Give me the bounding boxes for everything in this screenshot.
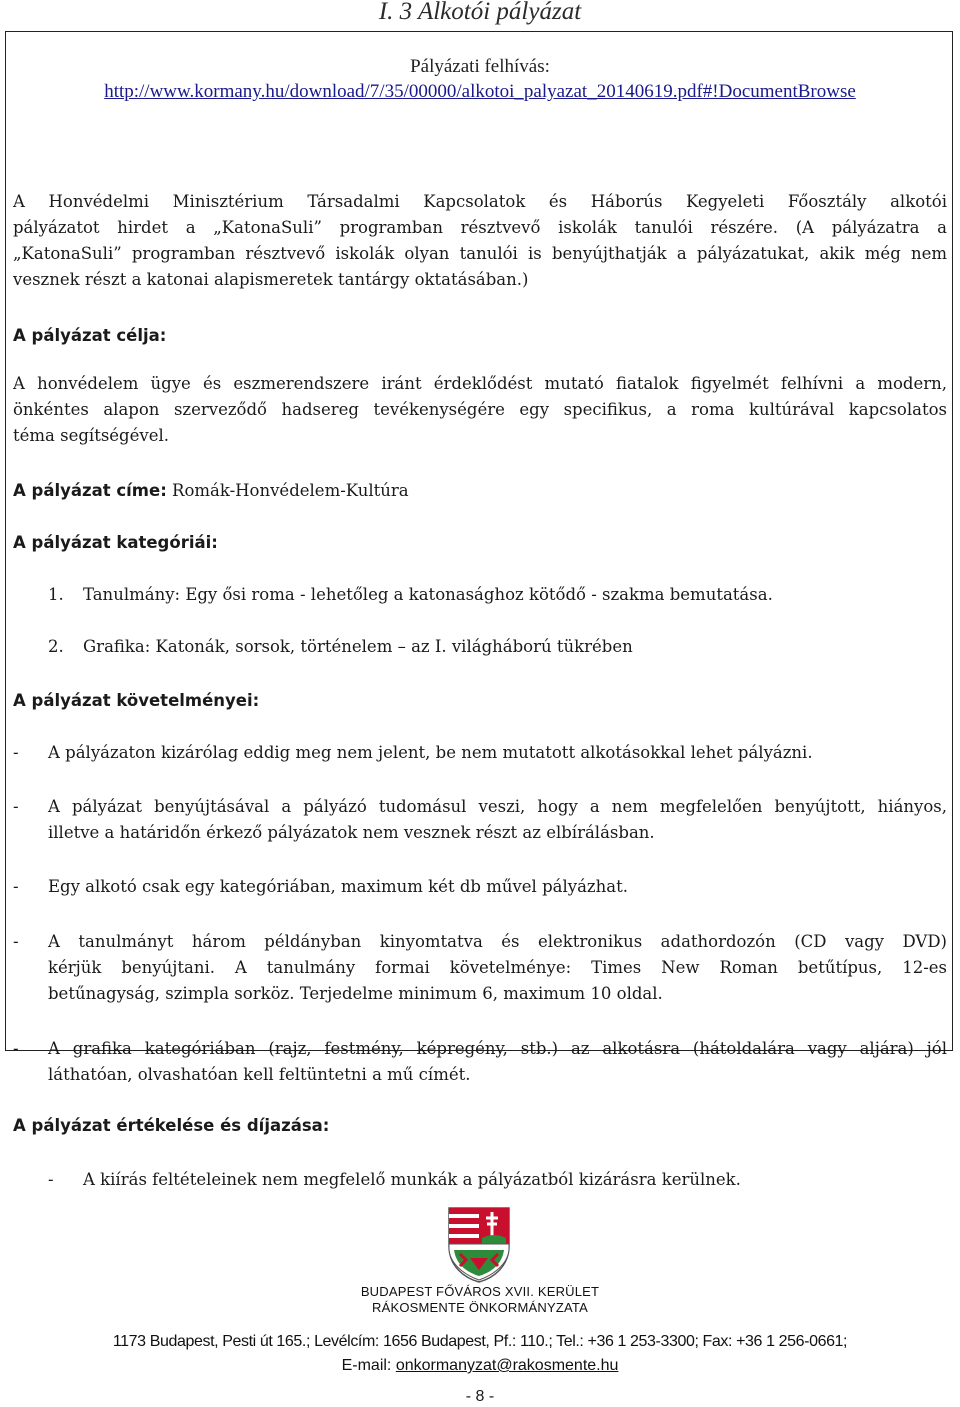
evaluation-dash: - bbox=[48, 1170, 54, 1189]
intro-line-2: pályázatot hirdet a „KatonaSuli” programban résztvevő iskolák tanulói részére. (A pályázatra a bbox=[13, 218, 947, 237]
category-number-2: 2. bbox=[48, 637, 64, 656]
intro-line-1: A Honvédelmi Minisztérium Társadalmi Kapcsolatok és Háborús Kegyeleti Főosztály alkotói bbox=[13, 192, 947, 211]
page-number: - 8 - bbox=[465, 1388, 495, 1405]
requirement-dash: - bbox=[13, 797, 19, 816]
requirement-dash: - bbox=[13, 877, 19, 896]
call-link[interactable]: http://www.kormany.hu/download/7/35/00000/alkotoi_palyazat_20140619.pdf#!DocumentBrowse bbox=[104, 81, 856, 102]
category-item-2: Grafika: Katonák, sorsok, történelem – az I. világháború tükrében bbox=[83, 637, 633, 656]
requirement-dash: - bbox=[13, 932, 19, 951]
title-section bbox=[13, 478, 947, 504]
email-label: E-mail: bbox=[341, 1357, 396, 1374]
requirement-dash: - bbox=[13, 1039, 19, 1058]
title-value: Romák-Honvédelem-Kultúra bbox=[166, 481, 409, 500]
goal-heading: A pályázat célja: bbox=[13, 326, 167, 345]
goal-line-1: A honvédelem ügye és eszmerendszere iránt érdeklődést mutató fiatalok figyelmét felhívni a modern, bbox=[13, 374, 947, 393]
page-title: I. 3 Alkotói pályázat bbox=[378, 0, 582, 25]
evaluation-heading: A pályázat értékelése és díjazása: bbox=[13, 1116, 330, 1135]
requirement-1: A pályázaton kizárólag eddig meg nem jelent, be nem mutatott alkotásokkal lehet pályázni. bbox=[48, 743, 813, 762]
goal-line-2: önkéntes alapon szerveződő hadsereg tevékenységére egy specifikus, a roma kultúrával kapcsolatos bbox=[13, 400, 947, 419]
requirement-2b: illetve a határidőn érkező pályázatok nem vesznek részt az elbírálásban. bbox=[48, 823, 655, 842]
footer-address: 1173 Budapest, Pesti út 165.; Levélcím: 1656 Budapest, Pf.: 110.; Tel.: +36 1 253-3300; Fax: +36 1 256-0661; bbox=[112, 1333, 848, 1350]
email-link[interactable]: onkormanyzat@rakosmente.hu bbox=[395, 1357, 619, 1374]
footer-email bbox=[0, 1357, 960, 1375]
footer-org-1: BUDAPEST FŐVÁROS XVII. KERÜLET bbox=[360, 1284, 600, 1299]
category-number-1: 1. bbox=[48, 585, 64, 604]
intro-line-3: „KatonaSuli” programban résztvevő iskolák olyan tanulói is benyújthatják a pályázatukat, akik még nem bbox=[13, 244, 947, 263]
requirement-4c: betűnagyság, szimpla sorköz. Terjedelme minimum 6, maximum 10 oldal. bbox=[48, 984, 663, 1003]
requirement-3: Egy alkotó csak egy kategóriában, maximum két db művel pályázhat. bbox=[48, 877, 628, 896]
categories-heading: A pályázat kategóriái: bbox=[13, 533, 218, 552]
requirements-heading: A pályázat követelményei: bbox=[13, 691, 260, 710]
requirement-5a: A grafika kategóriában (rajz, festmény, képregény, stb.) az alkotásra (hátoldalára vagy aljára) jól bbox=[48, 1039, 947, 1058]
call-label: Pályázati felhívás: bbox=[410, 56, 550, 77]
category-item-1: Tanulmány: Egy ősi roma - lehetőleg a katonasághoz kötődő - szakma bemutatása. bbox=[83, 585, 773, 604]
goal-line-3: téma segítségével. bbox=[13, 426, 169, 445]
title-heading: A pályázat címe: bbox=[13, 481, 167, 500]
evaluation-item-1: A kiírás feltételeinek nem megfelelő munkák a pályázatból kizárásra kerülnek. bbox=[83, 1170, 741, 1189]
requirement-4b: kérjük benyújtani. A tanulmány formai követelménye: Times New Roman betűtípus, 12-es bbox=[48, 958, 947, 977]
intro-line-4: vesznek részt a katonai alapismeretek tantárgy oktatásában.) bbox=[13, 270, 529, 289]
requirement-dash: - bbox=[13, 743, 19, 762]
footer-org-2: RÁKOSMENTE ÖNKORMÁNYZATA bbox=[372, 1300, 588, 1315]
requirement-5b: láthatóan, olvashatóan kell feltüntetni a mű címét. bbox=[48, 1065, 471, 1084]
requirement-4a: A tanulmányt három példányban kinyomtatva és elektronikus adathordozón (CD vagy DVD) bbox=[48, 932, 947, 951]
coat-of-arms-icon bbox=[446, 1204, 512, 1284]
requirement-2a: A pályázat benyújtásával a pályázó tudomásul veszi, hogy a nem megfelelően benyújtott, hiányos, bbox=[48, 797, 947, 816]
